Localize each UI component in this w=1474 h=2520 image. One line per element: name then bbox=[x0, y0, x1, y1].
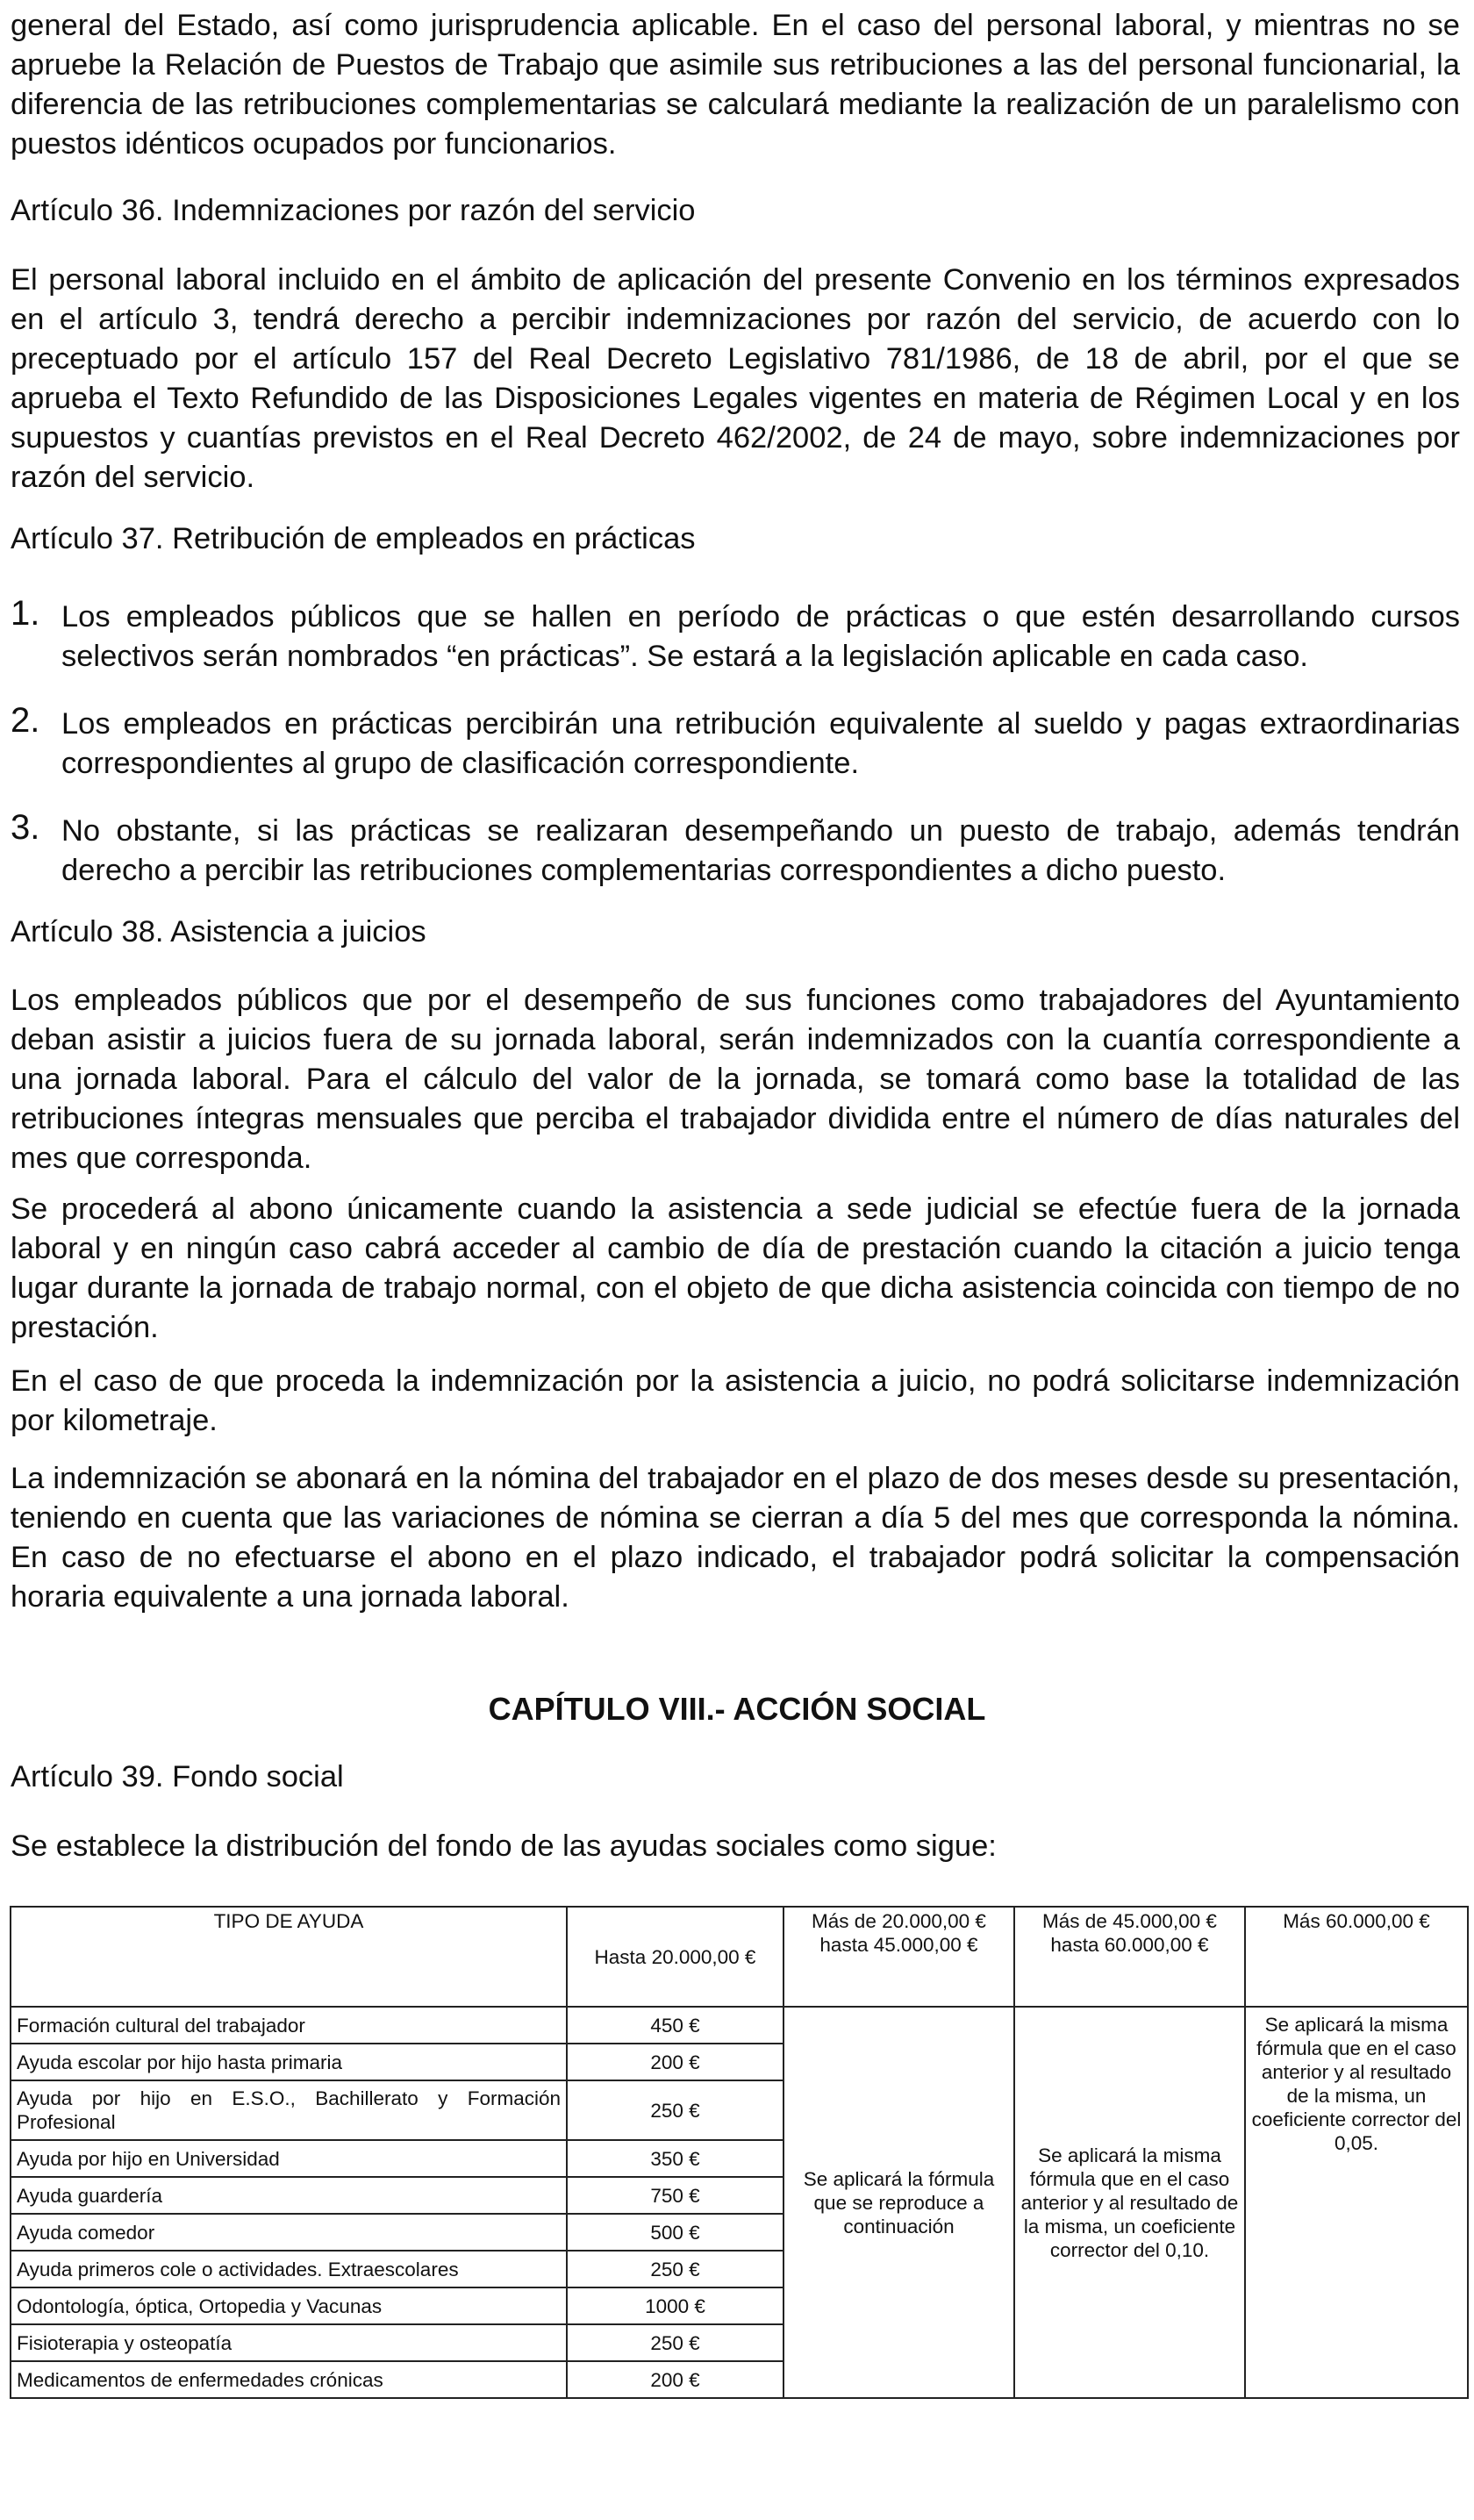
aid-type-cell: Ayuda por hijo en E.S.O., Bachillerato y Formación Profesional bbox=[11, 2080, 567, 2140]
aid-amount-cell: 200 € bbox=[567, 2361, 784, 2398]
article-37-title: Artículo 37. Retribución de empleados en prácticas bbox=[11, 522, 696, 555]
list-item-number: 2. bbox=[11, 701, 40, 740]
article-36-text: El personal laboral incluido en el ámbito de aplicación del presente Convenio en los términos expresados en el artículo 3, tendrá derecho a percibir indemnizaciones por razón del servicio, de acuerdo con lo preceptuado por el artículo 157 del Real Decreto Legislativo 781/1986, de 18 de abril, por el que se aprueba el Texto Refundido de las Disposiciones Legales vigentes en materia de Régimen Local y en los supuestos y cuantías previstos en el Real Decreto 462/2002, de 24 de mayo, sobre indemnizaciones por razón del servicio. bbox=[11, 263, 1460, 494]
aid-amount-cell: 450 € bbox=[567, 2007, 784, 2044]
table-header-row bbox=[11, 1907, 1468, 2007]
article-38-title: Artículo 38. Asistencia a juicios bbox=[11, 915, 426, 949]
social-aid-table bbox=[10, 1906, 1469, 2399]
aid-amount-cell: 250 € bbox=[567, 2080, 784, 2140]
list-item-text: No obstante, si las prácticas se realizaran desempeñando un puesto de trabajo, además tendrán derecho a percibir las retribuciones complementarias correspondientes a dicho puesto. bbox=[61, 814, 1460, 887]
aid-type-cell: Ayuda comedor bbox=[11, 2214, 567, 2251]
header-20000-45000: Más de 20.000,00 € hasta 45.000,00 € bbox=[784, 1907, 1014, 2007]
aid-type-cell: Odontología, óptica, Ortopedia y Vacunas bbox=[11, 2287, 567, 2324]
aid-amount-cell: 1000 € bbox=[567, 2287, 784, 2324]
article-39-text: Se establece la distribución del fondo de las ayudas sociales como sigue: bbox=[11, 1829, 997, 1863]
header-aid-type: TIPO DE AYUDA bbox=[11, 1907, 567, 2007]
aid-type-cell: Fisioterapia y osteopatía bbox=[11, 2324, 567, 2361]
list-item-number: 3. bbox=[11, 808, 40, 847]
formula-note-20000-45000: Se aplicará la fórmula que se reproduce a continuación bbox=[784, 2007, 1014, 2398]
aid-type-cell: Ayuda por hijo en Universidad bbox=[11, 2140, 567, 2177]
article-38-paragraph-1: Los empleados públicos que por el desempeño de sus funciones como trabajadores del Ayuntamiento deban asistir a juicios fuera de su jornada laboral, serán indemnizados con la cuantía correspondiente a una jornada laboral. Para el cálculo del valor de la jornada, se tomará como base la totalidad de las retribuciones íntegras mensuales que perciba el trabajador dividida entre el número de días naturales del mes que corresponda. bbox=[11, 984, 1460, 1175]
aid-amount-cell: 350 € bbox=[567, 2140, 784, 2177]
aid-amount-cell: 750 € bbox=[567, 2177, 784, 2214]
aid-type-cell: Ayuda guardería bbox=[11, 2177, 567, 2214]
article-36-title: Artículo 36. Indemnizaciones por razón del servicio bbox=[11, 194, 696, 227]
intro-paragraph: general del Estado, así como jurisprudencia aplicable. En el caso del personal laboral, y mientras no se apruebe la Relación de Puestos de Trabajo que asimile sus retribuciones a las del personal funcionarial, la diferencia de las retribuciones complementarias se calculará mediante la realización de un paralelismo con puestos idénticos ocupados por funcionarios. bbox=[11, 9, 1460, 161]
article-38-paragraph-3: En el caso de que proceda la indemnización por la asistencia a juicio, no podrá solicitarse indemnización por kilometraje. bbox=[11, 1364, 1460, 1437]
header-up-to-20000: Hasta 20.000,00 € bbox=[567, 1907, 784, 2007]
aid-amount-cell: 500 € bbox=[567, 2214, 784, 2251]
aid-type-cell: Ayuda escolar por hijo hasta primaria bbox=[11, 2044, 567, 2080]
list-item-number: 1. bbox=[11, 594, 40, 633]
table-row bbox=[11, 2007, 1468, 2044]
list-item-text: Los empleados públicos que se hallen en período de prácticas o que estén desarrollando cursos selectivos serán nombrados “en prácticas”. Se estará a la legislación aplicable en cada caso. bbox=[61, 600, 1460, 673]
aid-type-cell: Formación cultural del trabajador bbox=[11, 2007, 567, 2044]
aid-amount-cell: 250 € bbox=[567, 2251, 784, 2287]
aid-amount-cell: 200 € bbox=[567, 2044, 784, 2080]
chapter-heading: CAPÍTULO VIII.- ACCIÓN SOCIAL bbox=[488, 1691, 986, 1727]
article-39-title: Artículo 39. Fondo social bbox=[11, 1760, 344, 1793]
header-45000-60000: Más de 45.000,00 € hasta 60.000,00 € bbox=[1014, 1907, 1245, 2007]
article-38-paragraph-4: La indemnización se abonará en la nómina del trabajador en el plazo de dos meses desde su presentación, teniendo en cuenta que las variaciones de nómina se cierran a día 5 del mes que corresponda la nómina. En caso de no efectuarse el abono en el plazo indicado, el trabajador podrá solicitar la compensación horaria equivalente a una jornada laboral. bbox=[11, 1462, 1460, 1614]
formula-note-over-60000: Se aplicará la misma fórmula que en el caso anterior y al resultado de la misma, un coeficiente corrector del 0,05. bbox=[1245, 2007, 1468, 2398]
formula-note-45000-60000: Se aplicará la misma fórmula que en el caso anterior y al resultado de la misma, un coeficiente corrector del 0,10. bbox=[1014, 2007, 1245, 2398]
list-item-text: Los empleados en prácticas percibirán una retribución equivalente al sueldo y pagas extraordinarias correspondientes al grupo de clasificación correspondiente. bbox=[61, 707, 1460, 780]
aid-amount-cell: 250 € bbox=[567, 2324, 784, 2361]
aid-type-cell: Medicamentos de enfermedades crónicas bbox=[11, 2361, 567, 2398]
aid-type-cell: Ayuda primeros cole o actividades. Extraescolares bbox=[11, 2251, 567, 2287]
article-38-paragraph-2: Se procederá al abono únicamente cuando la asistencia a sede judicial se efectúe fuera de la jornada laboral y en ningún caso cabrá acceder al cambio de día de prestación cuando la citación a juicio tenga lugar durante la jornada de trabajo normal, con el objeto de que dicha asistencia coincida con tiempo de no prestación. bbox=[11, 1192, 1460, 1344]
header-over-60000: Más 60.000,00 € bbox=[1245, 1907, 1468, 2007]
